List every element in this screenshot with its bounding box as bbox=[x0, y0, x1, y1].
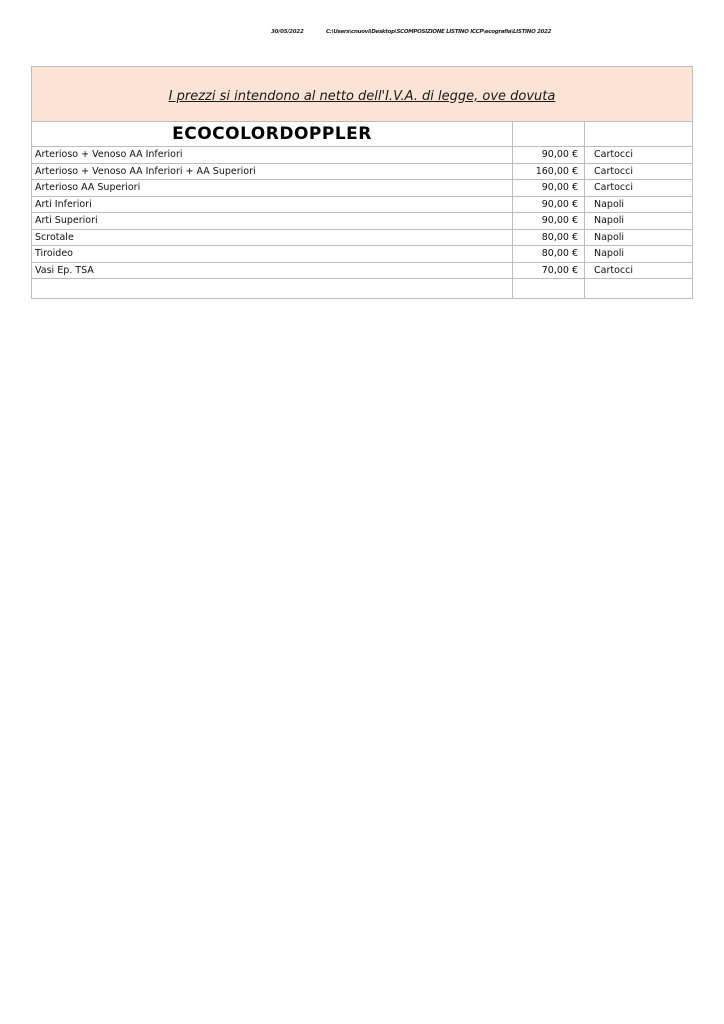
page-header bbox=[0, 29, 724, 41]
print-date: 30/05/2022 bbox=[271, 29, 304, 35]
table-row bbox=[32, 196, 693, 213]
exam-location: Cartocci bbox=[585, 147, 693, 164]
exam-name: Arterioso + Venoso AA Inferiori + AA Superiori bbox=[32, 163, 513, 180]
price-list-body bbox=[32, 67, 693, 299]
vat-notice-row bbox=[32, 67, 693, 122]
table-row bbox=[32, 163, 693, 180]
empty-cell bbox=[513, 122, 585, 147]
exam-location: Napoli bbox=[585, 196, 693, 213]
section-title: ECOCOLORDOPPLER bbox=[32, 122, 513, 147]
table-row bbox=[32, 229, 693, 246]
empty-cell bbox=[32, 279, 513, 299]
exam-price: 90,00 € bbox=[513, 196, 585, 213]
exam-location: Napoli bbox=[585, 213, 693, 230]
exam-price: 70,00 € bbox=[513, 262, 585, 279]
exam-name: Scrotale bbox=[32, 229, 513, 246]
exam-location: Cartocci bbox=[585, 180, 693, 197]
exam-price: 90,00 € bbox=[513, 213, 585, 230]
price-list-table bbox=[31, 66, 693, 299]
table-row bbox=[32, 147, 693, 164]
exam-price: 80,00 € bbox=[513, 246, 585, 263]
empty-cell bbox=[585, 122, 693, 147]
exam-location: Cartocci bbox=[585, 262, 693, 279]
empty-row bbox=[32, 279, 693, 299]
exam-price: 90,00 € bbox=[513, 180, 585, 197]
empty-cell bbox=[585, 279, 693, 299]
exam-name: Tiroideo bbox=[32, 246, 513, 263]
table-row bbox=[32, 180, 693, 197]
exam-location: Cartocci bbox=[585, 163, 693, 180]
exam-price: 80,00 € bbox=[513, 229, 585, 246]
exam-name: Vasi Ep. TSA bbox=[32, 262, 513, 279]
exam-location: Napoli bbox=[585, 229, 693, 246]
section-title-row bbox=[32, 122, 693, 147]
exam-name: Arterioso AA Superiori bbox=[32, 180, 513, 197]
exam-name: Arti Superiori bbox=[32, 213, 513, 230]
empty-cell bbox=[513, 279, 585, 299]
table-row bbox=[32, 262, 693, 279]
table-row bbox=[32, 213, 693, 230]
exam-location: Napoli bbox=[585, 246, 693, 263]
file-path: C:\Users\cnuovi\Desktop\SCOMPOSIZIONE LISTINO ICCP\ecografia\LISTINO 2022 bbox=[326, 29, 552, 35]
exam-price: 160,00 € bbox=[513, 163, 585, 180]
exam-name: Arti Inferiori bbox=[32, 196, 513, 213]
exam-price: 90,00 € bbox=[513, 147, 585, 164]
table-row bbox=[32, 246, 693, 263]
exam-name: Arterioso + Venoso AA Inferiori bbox=[32, 147, 513, 164]
vat-notice: I prezzi si intendono al netto dell'I.V.A. di legge, ove dovuta bbox=[32, 67, 693, 122]
